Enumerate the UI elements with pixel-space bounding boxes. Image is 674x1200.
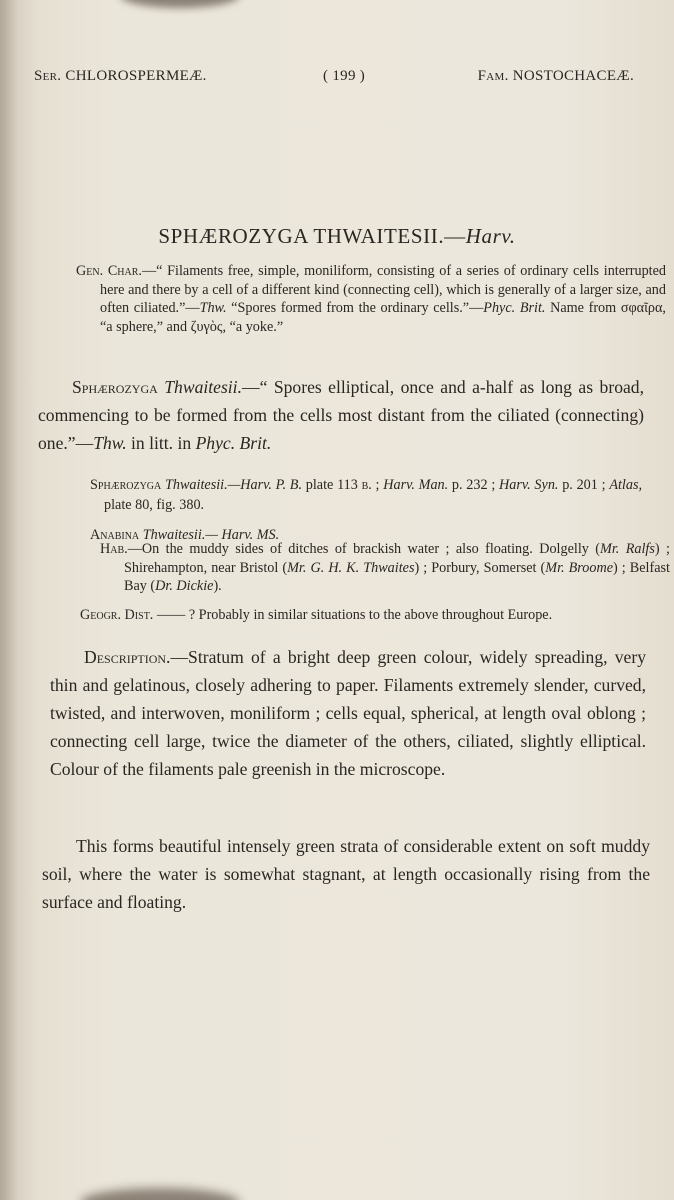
page-edge bbox=[0, 0, 18, 1200]
binding-shadow bbox=[80, 1188, 240, 1200]
species-description: Sphærozyga Thwaitesii.—“ Spores elliptical, once and a-half as long as broad, commencing to be formed from the cells most distant from the ciliated (connecting) one.”—Thw. in litt. in Phyc. Brit. bbox=[38, 377, 644, 453]
running-header bbox=[34, 68, 634, 92]
binding-shadow bbox=[120, 0, 240, 8]
geographic-distribution: Geogr. Dist. —— ? Probably in similar situations to the above throughout Europe. bbox=[80, 607, 553, 623]
header-family: Fam. NOSTOCHACEÆ. bbox=[477, 68, 634, 84]
synonym-entry: Sphærozyga Thwaitesii.—Harv. P. B. plate 113 b. ; Harv. Man. p. 232 ; Harv. Syn. p. 201 ; Atlas, plate 80, fig. 380. bbox=[90, 477, 643, 513]
remarks: This forms beautiful intensely green strata of considerable extent on soft muddy soil, where the water is somewhat stagnant, at length occasionally rising from the surface and floating. bbox=[42, 836, 650, 912]
synonym-entry: Anabina Thwaitesii.— Harv. MS. bbox=[90, 527, 280, 543]
header-series: Ser. CHLOROSPERMEÆ. bbox=[34, 68, 207, 84]
generic-character: Gen. Char.—“ Filaments free, simple, moniliform, consisting of a series of ordinary cells interrupted here and there by a cell of a different kind (connecting cell), which is generally of a larger size, and often ciliated.”—Thw. “Spores formed from the ordinary cells.”—Phyc. Brit. Name from σφαῖρα, “a sphere,” and ζυγὸς, “a yoke.” bbox=[76, 263, 667, 335]
description: Description.—Stratum of a bright deep green colour, widely spreading, very thin and gelatinous, closely adhering to paper. Filaments extremely slender, curved, twisted, and interwoven, moniliform ; cells equal, spherical, at length oval oblong ; connecting cell large, twice the diameter of the others, ciliated, slightly elliptical. Colour of the filaments pale greenish in the microscope. bbox=[50, 647, 646, 779]
habitat: Hab.—On the muddy sides of ditches of brackish water ; also floating. Dolgelly (Mr. Ralfs) ; Shirehampton, near Bristol (Mr. G. H. K. Thwaites) ; Porbury, Somerset (Mr. Broome) ; Belfast Bay (Dr. Dickie). bbox=[100, 541, 670, 595]
page-title: SPHÆROZYGA THWAITESII.—Harv. bbox=[158, 224, 516, 248]
page-number: ( 199 ) bbox=[323, 68, 366, 84]
synonymy bbox=[90, 475, 642, 545]
